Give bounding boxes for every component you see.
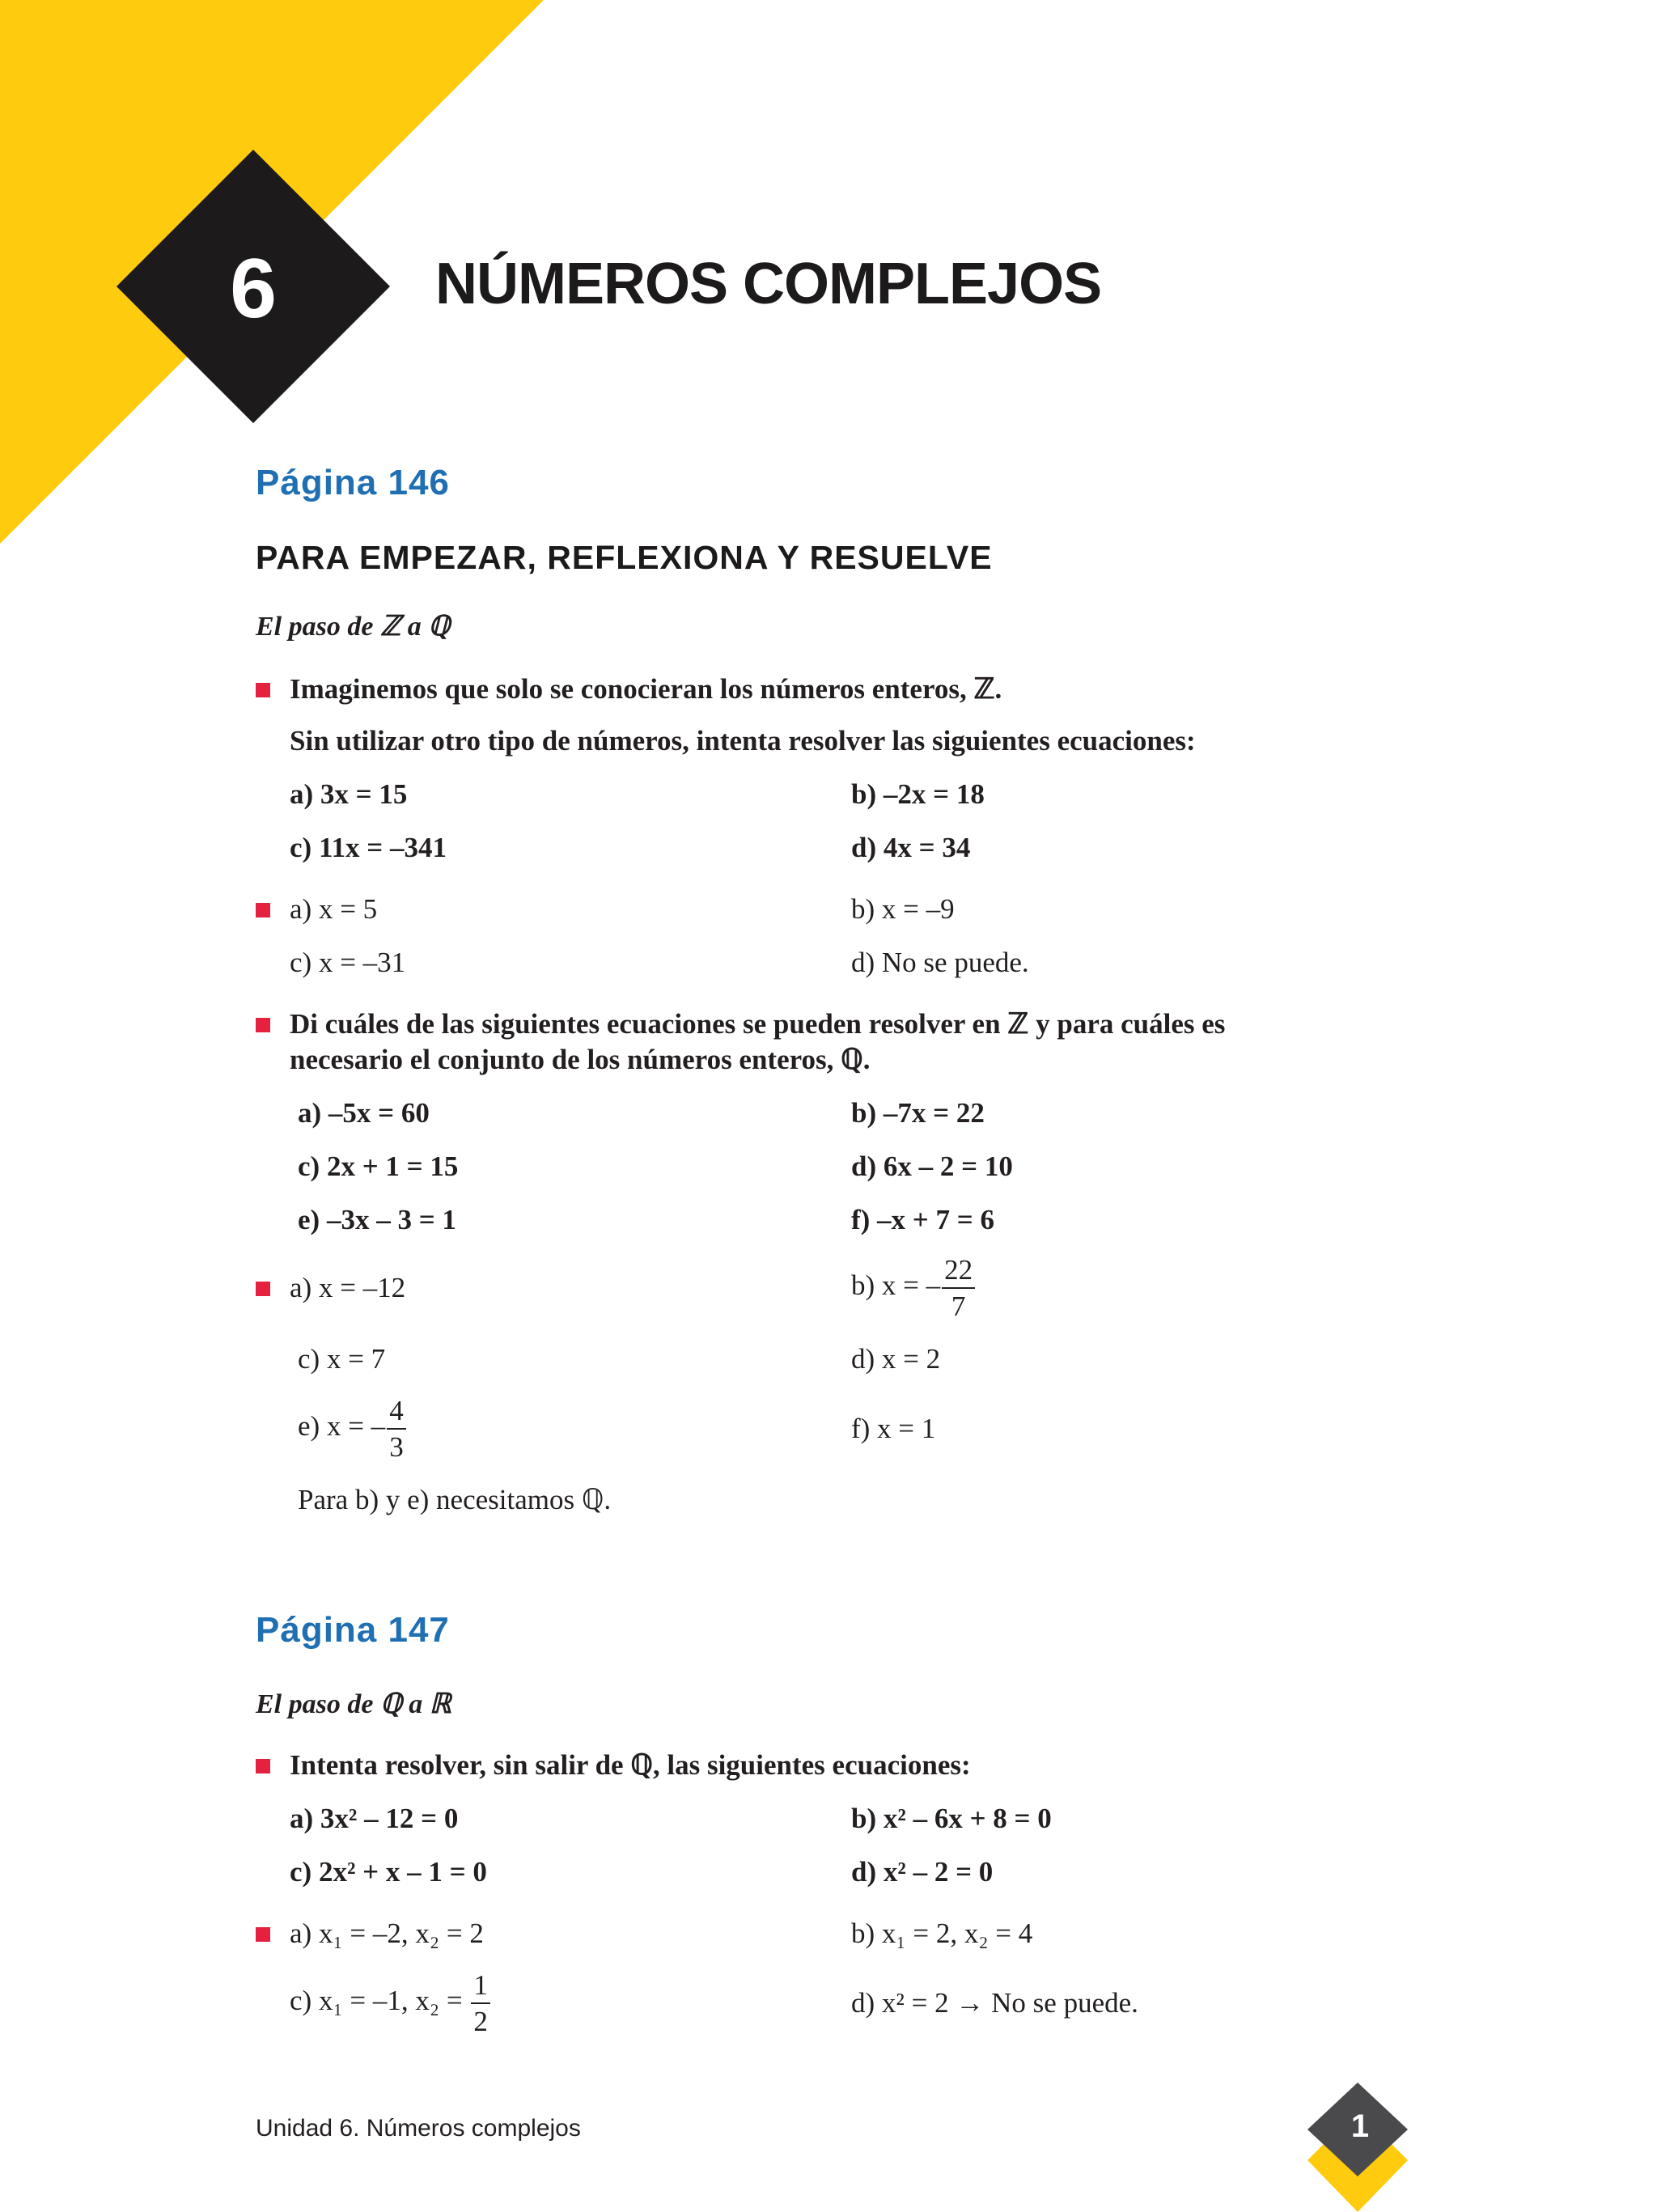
- denominator: 7: [951, 1290, 966, 1322]
- numerator: 22: [942, 1256, 975, 1289]
- equation-item: c) 11x = –341: [290, 832, 447, 863]
- page-146-heading: Página 146: [256, 463, 450, 502]
- fraction: [942, 1256, 975, 1320]
- equation-item: d) 4x = 34: [851, 832, 971, 863]
- answer-fraction-b: [851, 1256, 975, 1320]
- footer-unit-label: Unidad 6. Números complejos: [256, 2115, 581, 2142]
- answer-prefix: c) x₁ = –1, x₂ =: [290, 1985, 463, 2017]
- equation-item: d) 6x – 2 = 10: [851, 1150, 1013, 1182]
- subsection-z-to-q: El paso de ℤ a ℚ: [256, 612, 451, 642]
- bullet-answer-2: [256, 1282, 270, 1296]
- bullet-question-1: [256, 683, 270, 697]
- answer-item: d) x = 2: [851, 1343, 941, 1375]
- question-2-line-2: necesario el conjunto de los números enteros, ℚ.: [290, 1044, 871, 1075]
- equation-item: d) x² – 2 = 0: [851, 1856, 994, 1888]
- equation-item: e) –3x – 3 = 1: [298, 1204, 456, 1235]
- chapter-number: 6: [230, 242, 277, 336]
- question-1-line-1: Imaginemos que solo se conocieran los números enteros, ℤ.: [290, 673, 1002, 705]
- page-number: 1: [1350, 2108, 1370, 2144]
- chapter-title: NÚMEROS COMPLEJOS: [435, 252, 1102, 316]
- answer-item: c) x = 7: [298, 1343, 386, 1375]
- bullet-question-2: [256, 1018, 270, 1032]
- answer-item: d) No se puede.: [851, 947, 1029, 978]
- equation-item: a) 3x² – 12 = 0: [290, 1803, 459, 1834]
- bullet-answer-1: [256, 903, 270, 917]
- denominator: 2: [473, 2006, 488, 2037]
- question-3: Intenta resolver, sin salir de ℚ, las siguientes ecuaciones:: [290, 1749, 971, 1781]
- answer-prefix: e) x = –: [298, 1410, 386, 1443]
- equation-item: f) –x + 7 = 6: [851, 1204, 994, 1235]
- answer-item: c) x = –31: [290, 947, 406, 978]
- answer-item: d) x² = 2 → No se puede.: [851, 1987, 1138, 2019]
- bullet-question-3: [256, 1759, 270, 1773]
- answer-fraction-c: [290, 1971, 490, 2036]
- answer-fraction-e: [298, 1396, 406, 1461]
- denominator: 3: [389, 1431, 404, 1463]
- equation-item: c) 2x² + x – 1 = 0: [290, 1856, 487, 1888]
- question-1-line-2: Sin utilizar otro tipo de números, intenta resolver las siguientes ecuaciones:: [290, 725, 1196, 756]
- section-heading: PARA EMPEZAR, REFLEXIONA Y RESUELVE: [256, 539, 993, 576]
- answer-item: a) x = 5: [290, 893, 378, 925]
- equation-item: b) x² – 6x + 8 = 0: [851, 1803, 1052, 1834]
- fraction: [471, 1971, 490, 2036]
- numerator: 4: [387, 1396, 406, 1430]
- answer-item: a) x = –12: [290, 1272, 406, 1303]
- answer-note: Para b) y e) necesitamos ℚ.: [298, 1484, 612, 1515]
- page-147-heading: Página 147: [256, 1610, 450, 1650]
- bullet-answer-3: [256, 1927, 270, 1942]
- question-2-line-1: Di cuáles de las siguientes ecuaciones se pueden resolver en ℤ y para cuáles es: [290, 1008, 1226, 1040]
- fraction: [387, 1396, 406, 1461]
- equation-item: a) 3x = 15: [290, 778, 408, 810]
- answer-item: b) x₁ = 2, x₂ = 4: [851, 1917, 1033, 1949]
- subsection-q-to-r: El paso de ℚ a ℝ: [256, 1689, 451, 1719]
- equation-item: c) 2x + 1 = 15: [298, 1150, 459, 1182]
- numerator: 1: [471, 1971, 490, 2004]
- equation-item: b) –2x = 18: [851, 778, 985, 810]
- answer-item: a) x₁ = –2, x₂ = 2: [290, 1917, 484, 1949]
- equation-item: b) –7x = 22: [851, 1097, 985, 1129]
- answer-item: f) x = 1: [851, 1413, 936, 1444]
- answer-item: b) x = –9: [851, 893, 955, 925]
- answer-prefix: b) x = –: [851, 1269, 941, 1302]
- equation-item: a) –5x = 60: [298, 1097, 430, 1129]
